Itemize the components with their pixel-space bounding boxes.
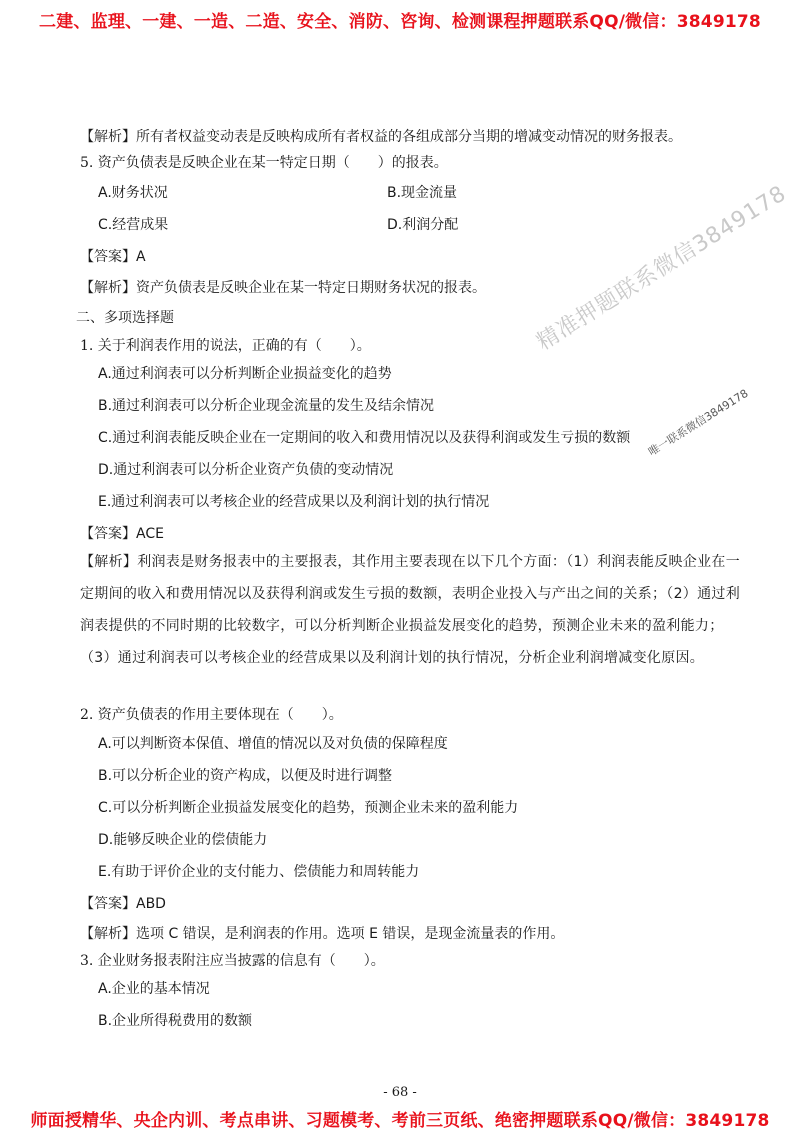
answer-text: 【答案】ACE (80, 526, 164, 542)
analysis-text: 【解析】所有者权益变动表是反映构成所有者权益的各组成部分当期的增减变动情况的财务报表。 (80, 129, 682, 145)
option-b: B.企业所得税费用的数额 (98, 1013, 253, 1029)
answer-text: 【答案】ABD (80, 896, 166, 912)
option-e: E.通过利润表可以考核企业的经营成果以及利润计划的执行情况 (98, 494, 490, 510)
analysis-text: 【解析】资产负债表是反映企业在某一特定日期财务状况的报表。 (80, 280, 486, 296)
answer-text: 【答案】A (80, 249, 146, 265)
analysis-paragraph: 【解析】利润表是财务报表中的主要报表，其作用主要表现在以下几个方面：（1）利润表能反映企业在一定期间的收入和费用情况以及获得利润或发生亏损的数额，表明企业投入与产出之间的关系；（2）通过利润表提供的不同时期的比较数字，可以分析判断企业损益发展变化的趋势，预测企业未来的盈利能力；（3）通过利润表可以考核企业的经营成果以及利润计划的执行情况，分析企业利润增减变化原因。 (80, 554, 741, 666)
option-b: B.通过利润表可以分析企业现金流量的发生及结余情况 (98, 398, 435, 414)
header-banner: 二建、监理、一建、一造、二造、安全、消防、咨询、检测课程押题联系QQ/微信：3849178 (39, 12, 761, 32)
section-heading: 二、多项选择题 (76, 310, 174, 326)
option-b: B.可以分析企业的资产构成，以便及时进行调整 (98, 768, 393, 784)
option-a: A.可以判断资本保值、增值的情况以及对负债的保障程度 (98, 736, 448, 752)
option-c: C.经营成果 (98, 217, 169, 233)
option-a: A.通过利润表可以分析判断企业损益变化的趋势 (98, 366, 392, 382)
question-1: 1. 关于利润表作用的说法，正确的有（ ）。 (80, 338, 371, 354)
watermark-text: 精准押题联系微信3849178 (532, 181, 791, 356)
question-5: 5. 资产负债表是反映企业在某一特定日期（ ）的报表。 (80, 155, 448, 171)
question-2: 2. 资产负债表的作用主要体现在（ ）。 (80, 707, 343, 723)
footer-banner: 师面授精华、央企内训、考点串讲、习题模考、考前三页纸、绝密押题联系QQ/微信：3849178 (30, 1111, 770, 1131)
page-number: - 68 - (383, 1085, 417, 1100)
option-c: C.通过利润表能反映企业在一定期间的收入和费用情况以及获得利润或发生亏损的数额 (98, 430, 631, 446)
option-a: A.企业的基本情况 (98, 981, 210, 997)
option-d: D.能够反映企业的偿债能力 (98, 832, 268, 848)
option-d: D.通过利润表可以分析企业资产负债的变动情况 (98, 462, 394, 478)
option-e: E.有助于评价企业的支付能力、偿债能力和周转能力 (98, 864, 420, 880)
question-3: 3. 企业财务报表附注应当披露的信息有（ ）。 (80, 953, 385, 969)
analysis-text: 【解析】选项 C 错误，是利润表的作用。选项 E 错误，是现金流量表的作用。 (80, 926, 565, 942)
option-d: D.利润分配 (387, 217, 459, 233)
option-b: B.现金流量 (387, 185, 458, 201)
option-a: A.财务状况 (98, 185, 168, 201)
option-c: C.可以分析判断企业损益发展变化的趋势，预测企业未来的盈利能力 (98, 800, 519, 816)
watermark-text-small: 唯一联系微信3849178 (646, 386, 751, 459)
